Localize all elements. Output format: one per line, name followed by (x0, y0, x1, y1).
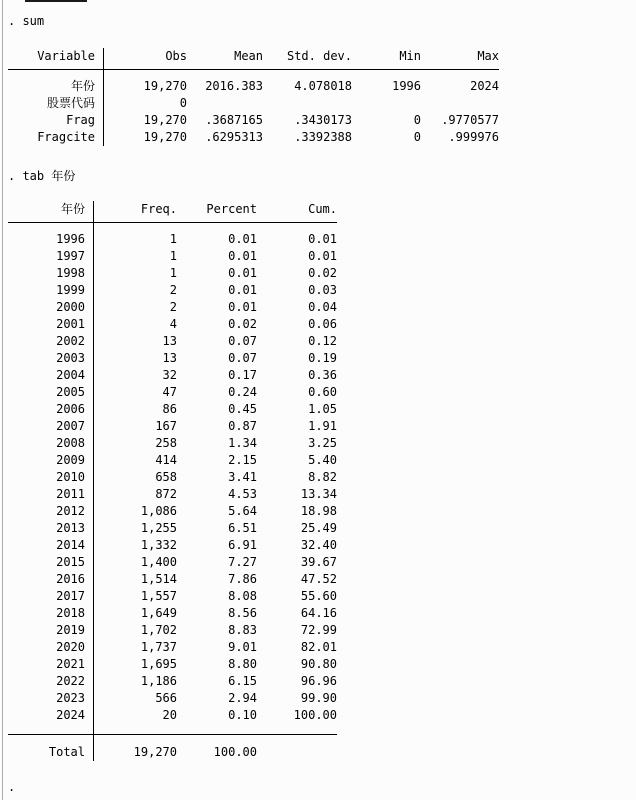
table-cell: 1,557 (140, 589, 177, 603)
window-left-border (2, 0, 3, 800)
table-cell: 7.27 (228, 555, 257, 569)
table-row (8, 316, 337, 333)
table-cell: 13 (162, 334, 177, 348)
table-row (8, 537, 337, 554)
table-cell: 13 (162, 351, 177, 365)
table-cell: 47.52 (300, 572, 337, 586)
table-cell: 872 (155, 487, 177, 501)
table-cell: 0 (413, 130, 421, 144)
table-row (8, 129, 499, 146)
table-cell: 0.01 (228, 266, 257, 280)
tab-table-divider-line (93, 201, 94, 761)
table-cell: 0.24 (228, 385, 257, 399)
table-row (8, 486, 337, 503)
table-cell: 年份 (70, 79, 95, 93)
table-cell: 0.02 (228, 317, 257, 331)
table-cell: 2010 (56, 470, 85, 484)
table-cell: 1 (169, 266, 177, 280)
table-row (8, 571, 337, 588)
table-cell: 2016.383 (205, 79, 263, 93)
table-cell: 2024 (470, 79, 499, 93)
table-cell: .9770577 (441, 113, 499, 127)
table-row (8, 435, 337, 452)
table-row (8, 520, 337, 537)
table-cell: 20 (162, 708, 177, 722)
total-cum (257, 744, 337, 761)
table-row (8, 231, 337, 248)
table-row (8, 384, 337, 401)
table-cell (263, 95, 352, 112)
table-cell: 0.87 (228, 419, 257, 433)
table-cell: 1,737 (140, 640, 177, 654)
table-cell: 1,702 (140, 623, 177, 637)
table-cell: 25.49 (300, 521, 337, 535)
table-cell: .3687165 (205, 113, 263, 127)
table-cell: 2015 (56, 555, 85, 569)
command-tab: . tab 年份 (8, 169, 76, 183)
table-cell: 99.90 (300, 691, 337, 705)
table-cell (352, 95, 421, 112)
table-cell: 0.02 (308, 266, 337, 280)
table-cell: 6.51 (228, 521, 257, 535)
table-cell: 64.16 (300, 606, 337, 620)
table-cell: 5.64 (228, 504, 257, 518)
table-cell: 1,186 (140, 674, 177, 688)
tab-header-freq: Freq. (140, 202, 177, 216)
table-cell: 2014 (56, 538, 85, 552)
table-cell: 5.40 (308, 453, 337, 467)
tab-table-total-rule (8, 734, 337, 735)
table-cell (187, 95, 263, 112)
table-cell: 1.34 (228, 436, 257, 450)
table-cell: 2007 (56, 419, 85, 433)
table-row (8, 503, 337, 520)
table-row (8, 367, 337, 384)
table-cell: 0.01 (228, 249, 257, 263)
tab-header-year: 年份 (60, 202, 85, 216)
table-row (8, 282, 337, 299)
table-cell: .6295313 (205, 130, 263, 144)
table-cell: 414 (155, 453, 177, 467)
table-cell: 0.07 (228, 334, 257, 348)
sum-header-variable: Variable (37, 49, 95, 63)
table-cell: 2008 (56, 436, 85, 450)
sum-header-std-dev: Std. dev. (286, 49, 352, 63)
table-row (8, 401, 337, 418)
table-cell: 0.45 (228, 402, 257, 416)
sum-table-header-rule (8, 69, 499, 70)
table-cell: 2002 (56, 334, 85, 348)
total-percent: 100.00 (213, 745, 257, 759)
table-cell: 2009 (56, 453, 85, 467)
table-cell: .3392388 (294, 130, 352, 144)
table-cell: 72.99 (300, 623, 337, 637)
table-cell: 4 (169, 317, 177, 331)
table-cell: 1,695 (140, 657, 177, 671)
table-cell: 6.91 (228, 538, 257, 552)
table-cell: 2.94 (228, 691, 257, 705)
table-cell: 0.01 (228, 283, 257, 297)
table-cell: 8.82 (308, 470, 337, 484)
table-cell: 100.00 (293, 708, 337, 722)
table-row (8, 622, 337, 639)
table-cell: .3430173 (294, 113, 352, 127)
total-label: Total (48, 745, 85, 759)
table-cell: 82.01 (300, 640, 337, 654)
table-cell: 0.01 (308, 249, 337, 263)
total-freq: 19,270 (133, 745, 177, 759)
table-cell: 0.01 (228, 232, 257, 246)
table-cell: 2017 (56, 589, 85, 603)
table-cell: 1998 (56, 266, 85, 280)
sum-header-obs: Obs (165, 49, 187, 63)
table-row (8, 452, 337, 469)
table-cell: 2021 (56, 657, 85, 671)
table-cell: 39.67 (300, 555, 337, 569)
table-cell: 2 (169, 300, 177, 314)
table-row (8, 248, 337, 265)
table-cell: 0 (413, 113, 421, 127)
table-cell: 167 (155, 419, 177, 433)
table-cell: 1996 (392, 79, 421, 93)
table-row (8, 299, 337, 316)
table-cell: 47 (162, 385, 177, 399)
table-cell: 1,332 (140, 538, 177, 552)
table-cell: 2004 (56, 368, 85, 382)
tab-table-header-row (8, 201, 337, 218)
table-cell: 8.80 (228, 657, 257, 671)
table-cell: 1997 (56, 249, 85, 263)
table-row (8, 707, 337, 724)
table-cell: Fragcite (37, 130, 95, 144)
table-row (8, 639, 337, 656)
table-cell: 1996 (56, 232, 85, 246)
table-cell: 1,649 (140, 606, 177, 620)
table-cell: 19,270 (143, 130, 187, 144)
table-cell: 18.98 (300, 504, 337, 518)
sum-header-min: Min (399, 49, 421, 63)
table-cell: 2005 (56, 385, 85, 399)
table-row (8, 469, 337, 486)
table-row (8, 588, 337, 605)
table-cell: 0.04 (308, 300, 337, 314)
table-cell: 0.17 (228, 368, 257, 382)
table-cell: 2024 (56, 708, 85, 722)
table-cell: 1,400 (140, 555, 177, 569)
table-cell: 32 (162, 368, 177, 382)
table-cell: 7.86 (228, 572, 257, 586)
table-cell: 2018 (56, 606, 85, 620)
table-cell: 4.53 (228, 487, 257, 501)
table-cell: 2.15 (228, 453, 257, 467)
table-row (8, 95, 499, 112)
table-cell: 13.34 (300, 487, 337, 501)
table-cell: 8.08 (228, 589, 257, 603)
table-cell (421, 95, 499, 112)
tab-table-header-rule (8, 222, 337, 223)
table-row (8, 690, 337, 707)
table-row (8, 350, 337, 367)
sum-table-header-row (8, 48, 499, 65)
table-cell: 2001 (56, 317, 85, 331)
table-row (8, 673, 337, 690)
table-cell: 1,086 (140, 504, 177, 518)
tab-header-percent: Percent (206, 202, 257, 216)
table-cell: 1 (169, 249, 177, 263)
table-cell: 258 (155, 436, 177, 450)
table-cell: 1.05 (308, 402, 337, 416)
table-cell: 658 (155, 470, 177, 484)
table-cell: 0.36 (308, 368, 337, 382)
table-cell: 0.60 (308, 385, 337, 399)
table-cell: 3.41 (228, 470, 257, 484)
sum-header-max: Max (477, 49, 499, 63)
table-cell: 6.15 (228, 674, 257, 688)
table-row (8, 418, 337, 435)
table-cell: 1,514 (140, 572, 177, 586)
table-cell: 1999 (56, 283, 85, 297)
table-cell: 2022 (56, 674, 85, 688)
table-row (8, 78, 499, 95)
table-cell: 2011 (56, 487, 85, 501)
table-cell: 2 (169, 283, 177, 297)
table-cell: 0.01 (308, 232, 337, 246)
sum-table-divider-line (103, 48, 104, 146)
table-cell: 2012 (56, 504, 85, 518)
table-cell: 2013 (56, 521, 85, 535)
sum-header-mean: Mean (234, 49, 263, 63)
table-cell: 90.80 (300, 657, 337, 671)
command-sum: . sum (8, 14, 45, 28)
table-row (8, 333, 337, 350)
table-cell: 96.96 (300, 674, 337, 688)
table-cell: 2003 (56, 351, 85, 365)
sum-table (8, 48, 499, 146)
table-cell: 9.01 (228, 640, 257, 654)
table-cell: 19,270 (143, 79, 187, 93)
table-cell: Frag (66, 113, 95, 127)
table-row (8, 265, 337, 282)
table-cell: 2023 (56, 691, 85, 705)
table-cell: .999976 (448, 130, 499, 144)
table-cell: 0.06 (308, 317, 337, 331)
table-cell: 0.07 (228, 351, 257, 365)
tab-table-body (8, 231, 337, 724)
table-cell: 566 (155, 691, 177, 705)
table-row (8, 656, 337, 673)
trailing-prompt: . (8, 780, 16, 794)
table-cell: 2020 (56, 640, 85, 654)
tab-table-total-row (8, 744, 337, 761)
table-cell: 86 (162, 402, 177, 416)
table-row (8, 554, 337, 571)
table-cell: 4.078018 (294, 79, 352, 93)
table-row (8, 112, 499, 129)
table-cell: 19,270 (143, 113, 187, 127)
sum-table-body (8, 78, 499, 146)
table-cell: 8.56 (228, 606, 257, 620)
top-edge-artifact (25, 0, 87, 2)
table-cell: 0.10 (228, 708, 257, 722)
table-cell: 8.83 (228, 623, 257, 637)
tab-table (8, 201, 337, 761)
table-cell: 0.12 (308, 334, 337, 348)
table-cell: 3.25 (308, 436, 337, 450)
table-cell: 2000 (56, 300, 85, 314)
table-cell: 1.91 (308, 419, 337, 433)
table-cell: 0.03 (308, 283, 337, 297)
table-cell: 0.01 (228, 300, 257, 314)
table-cell: 1,255 (140, 521, 177, 535)
table-cell: 股票代码 (46, 96, 95, 110)
table-cell: 1 (169, 232, 177, 246)
tab-header-cum: Cum. (308, 202, 337, 216)
table-cell: 2006 (56, 402, 85, 416)
table-row (8, 605, 337, 622)
table-cell: 2016 (56, 572, 85, 586)
table-cell: 55.60 (300, 589, 337, 603)
table-cell: 32.40 (300, 538, 337, 552)
table-cell: 0 (179, 96, 187, 110)
table-cell: 0.19 (308, 351, 337, 365)
table-cell: 2019 (56, 623, 85, 637)
